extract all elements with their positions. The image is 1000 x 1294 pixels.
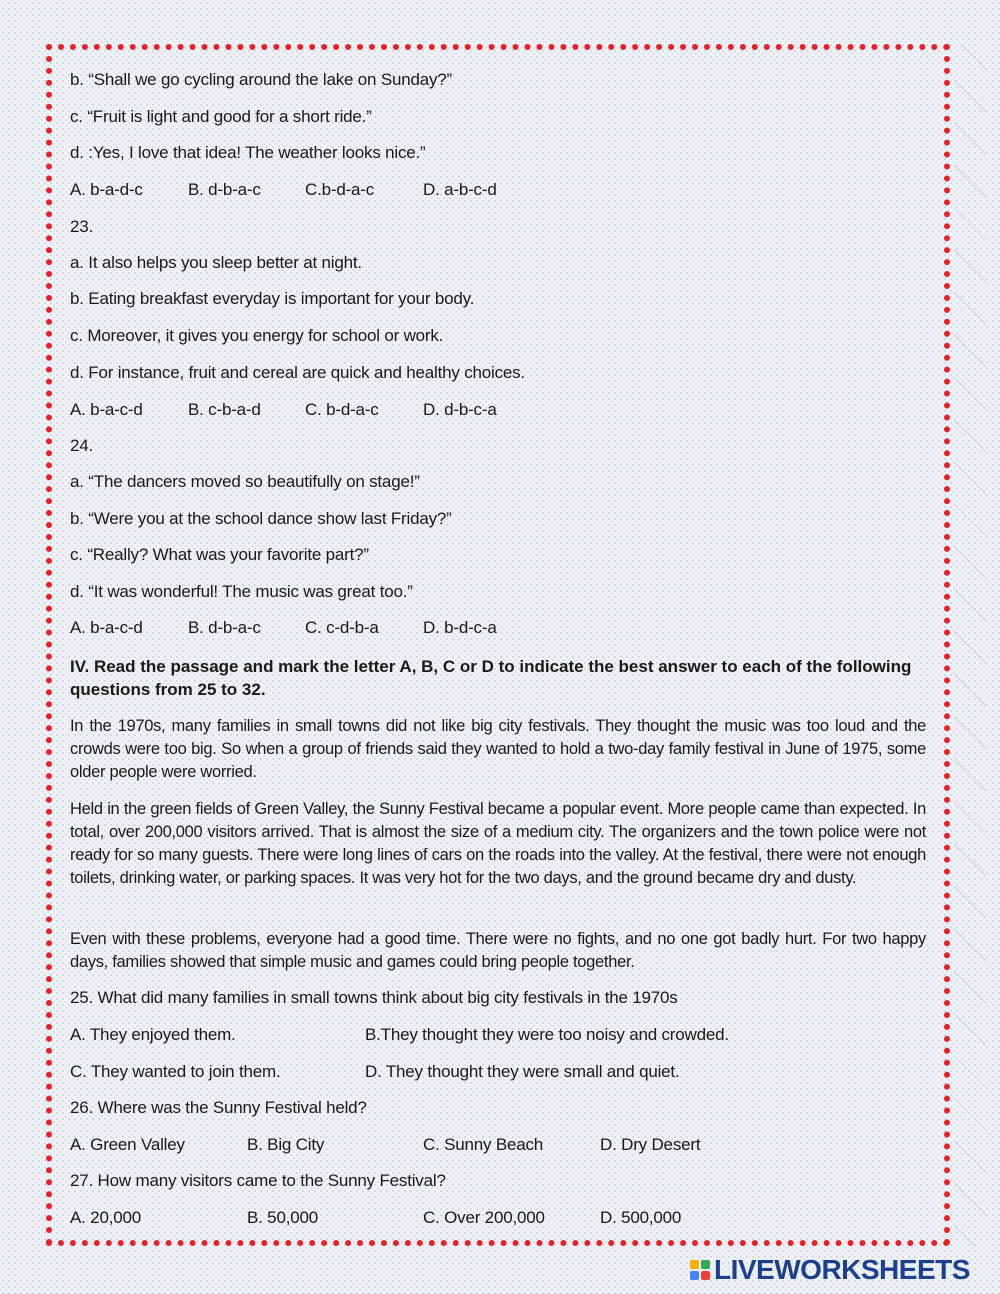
- q24-sentence-b: b. “Were you at the school dance show last Friday?”: [70, 509, 452, 528]
- q24-sentence-c: c. “Really? What was your favorite part?”: [70, 545, 369, 564]
- side-hatching: [954, 44, 986, 1246]
- section-4-heading: IV. Read the passage and mark the letter A, B, C or D to indicate the best answer to each of the following questions from 25 to 32.: [70, 657, 912, 699]
- q22-option-c-sentence: c. “Fruit is light and good for a short ride.”: [70, 107, 372, 126]
- q24-sentence-d: d. “It was wonderful! The music was great too.”: [70, 582, 413, 601]
- q24-number: 24.: [70, 436, 94, 455]
- q23-sentence-a: a. It also helps you sleep better at night.: [70, 253, 362, 272]
- q27-answer-a[interactable]: A. 20,000: [70, 1208, 141, 1227]
- q22-answer-c[interactable]: C.b-d-a-c: [305, 180, 375, 199]
- q23-answer-c[interactable]: C. b-d-a-c: [305, 400, 379, 419]
- passage-paragraph-2: Held in the green fields of Green Valley, the Sunny Festival became a popular event. More people came than expected. In total, over 200,000 visitors arrived. That is almost the size of a medium city. The organizers and the town police were not ready for so many guests. There were long lines of cars on the roads into the valley. At the festival, there were not enough toilets, drinking water, or parking spaces. It was very hot for the two days, and the ground became dry and dusty.: [70, 800, 926, 887]
- liveworksheets-logo[interactable]: [690, 1254, 970, 1286]
- q25-answer-d[interactable]: D. They thought they were small and quiet.: [365, 1062, 680, 1081]
- q22-answer-a[interactable]: A. b-a-d-c: [70, 180, 143, 199]
- q27-answer-b[interactable]: B. 50,000: [247, 1208, 318, 1227]
- q26-answer-d[interactable]: D. Dry Desert: [600, 1135, 701, 1154]
- q22-option-d-sentence: d. :Yes, I love that idea! The weather looks nice.”: [70, 143, 426, 162]
- q23-answer-d[interactable]: D. d-b-c-a: [423, 400, 497, 419]
- passage-paragraph-1: In the 1970s, many families in small towns did not like big city festivals. They thought the music was too loud and the crowds were too big. So when a group of friends said they wanted to hold a two-day family festival in June of 1975, some older people were worried.: [70, 717, 926, 781]
- q23-sentence-c: c. Moreover, it gives you energy for school or work.: [70, 326, 444, 345]
- q24-answer-d[interactable]: D. b-d-c-a: [423, 618, 497, 637]
- q23-number: 23.: [70, 217, 94, 236]
- passage-paragraph-3: Even with these problems, everyone had a good time. There were no fights, and no one got badly hurt. For two happy days, families showed that simple music and games could bring people together.: [70, 930, 926, 971]
- q24-answer-c[interactable]: C. c-d-b-a: [305, 618, 379, 637]
- q25-answer-a[interactable]: A. They enjoyed them.: [70, 1025, 236, 1044]
- q26-answer-b[interactable]: B. Big City: [247, 1135, 325, 1154]
- q23-answer-a[interactable]: A. b-a-c-d: [70, 400, 143, 419]
- q25-question: 25. What did many families in small towns think about big city festivals in the 1970s: [70, 988, 678, 1007]
- q25-answer-c[interactable]: C. They wanted to join them.: [70, 1062, 281, 1081]
- q23-sentence-d: d. For instance, fruit and cereal are quick and healthy choices.: [70, 363, 525, 382]
- q25-answer-b[interactable]: B.They thought they were too noisy and crowded.: [365, 1025, 729, 1044]
- q22-answer-d[interactable]: D. a-b-c-d: [423, 180, 497, 199]
- q24-answer-b[interactable]: B. d-b-a-c: [188, 618, 261, 637]
- logo-text: LIVEWORKSHEETS: [714, 1254, 970, 1285]
- logo-blocks-icon: [690, 1260, 710, 1280]
- q23-answer-b[interactable]: B. c-b-a-d: [188, 400, 261, 419]
- q26-question: 26. Where was the Sunny Festival held?: [70, 1098, 367, 1117]
- q24-sentence-a: a. “The dancers moved so beautifully on stage!”: [70, 472, 420, 491]
- q27-question: 27. How many visitors came to the Sunny Festival?: [70, 1171, 446, 1190]
- q23-sentence-b: b. Eating breakfast everyday is important for your body.: [70, 289, 475, 308]
- q22-option-b-sentence: b. “Shall we go cycling around the lake on Sunday?”: [70, 70, 452, 89]
- q26-answer-c[interactable]: C. Sunny Beach: [423, 1135, 544, 1154]
- q27-answer-d[interactable]: D. 500,000: [600, 1208, 682, 1227]
- q22-answer-b[interactable]: B. d-b-a-c: [188, 180, 261, 199]
- q27-answer-c[interactable]: C. Over 200,000: [423, 1208, 545, 1227]
- q24-answer-a[interactable]: A. b-a-c-d: [70, 618, 143, 637]
- q26-answer-a[interactable]: A. Green Valley: [70, 1135, 185, 1154]
